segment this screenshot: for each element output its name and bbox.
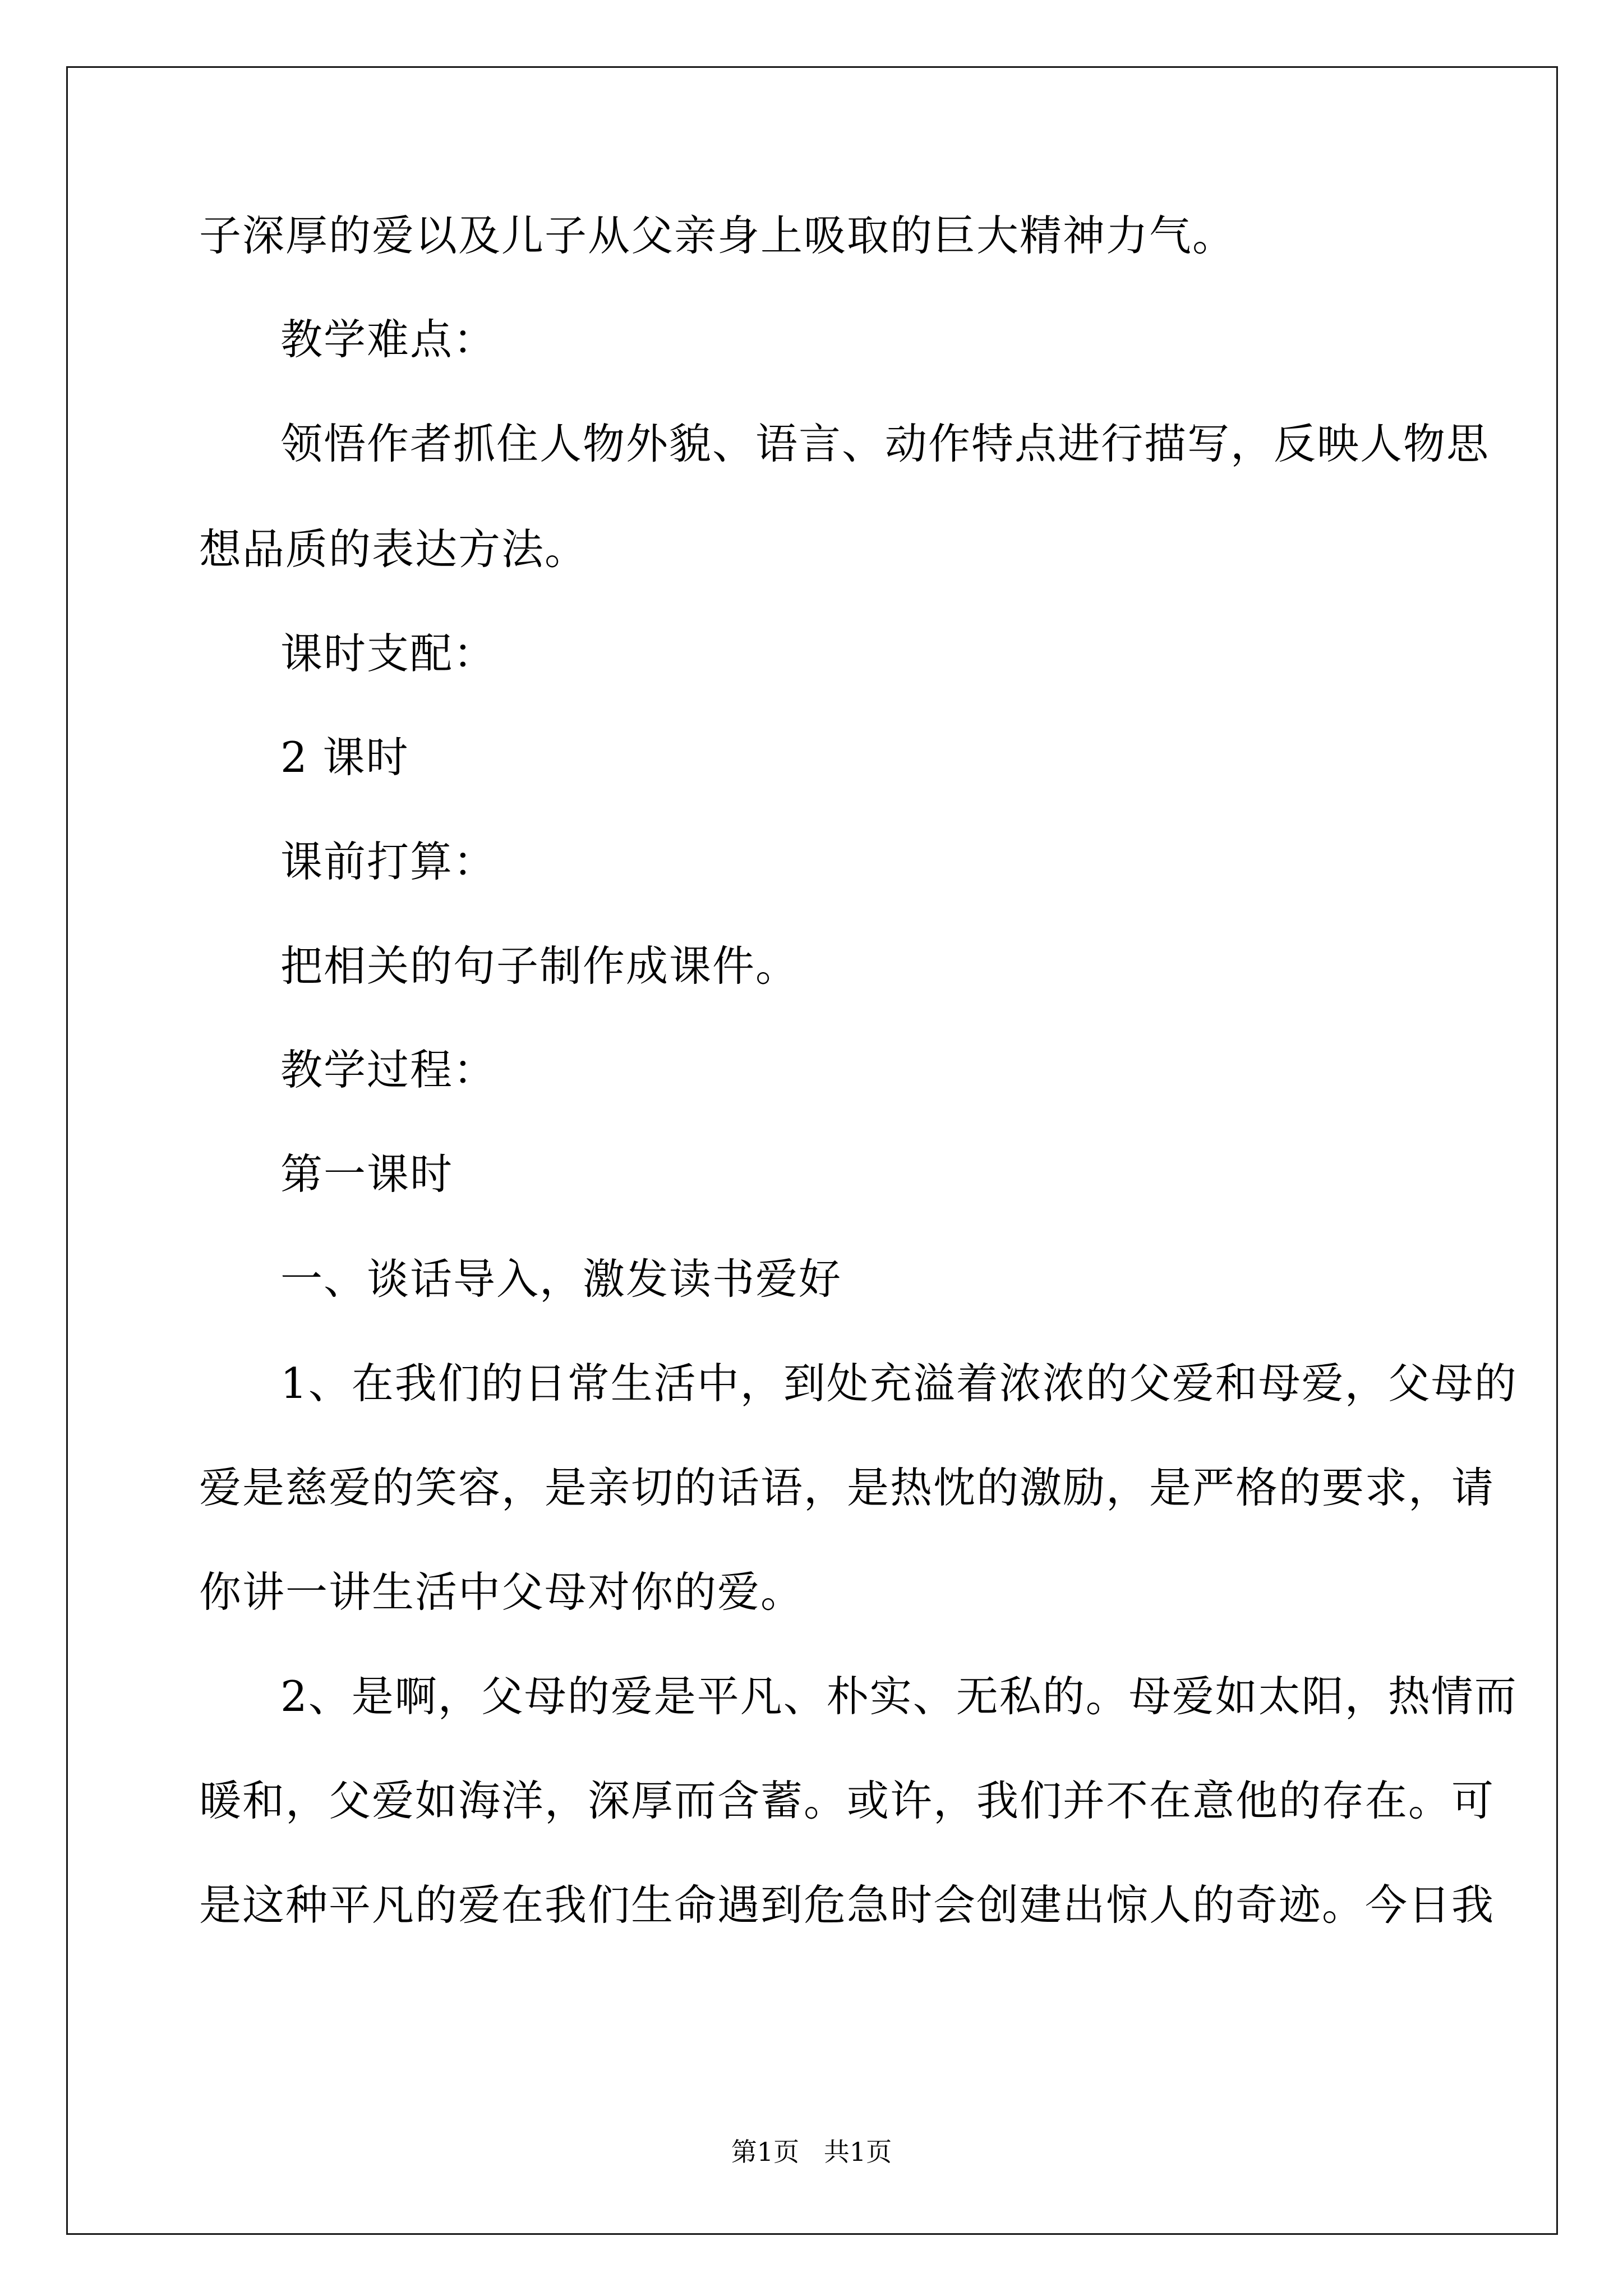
paragraph-line: 是这种平凡的爱在我们生命遇到危急时会创建出惊人的奇迹。今日我: [199, 1880, 1495, 1930]
heading-class-hours: 课时支配：: [280, 629, 497, 678]
paragraph-line: 1、在我们的日常生活中，到处充溢着浓浓的父爱和母爱，父母的: [280, 1359, 1518, 1408]
page-footer: 第1页 共1页: [731, 2137, 892, 2167]
heading-teaching-process: 教学过程：: [280, 1045, 497, 1094]
heading-preparation: 课前打算：: [280, 837, 497, 886]
heading-teaching-difficulty: 教学难点：: [280, 315, 497, 364]
paragraph-line: 你讲一讲生活中父母对你的爱。: [199, 1567, 804, 1617]
paragraph-line: 子深厚的爱以及儿子从父亲身上吸取的巨大精神力气。: [199, 211, 1236, 260]
paragraph-line: 2 课时: [280, 733, 409, 782]
paragraph-line: 爱是慈爱的笑容，是亲切的话语，是热忱的激励，是严格的要求，请: [199, 1463, 1495, 1512]
section-heading: 一、谈话导入，激发读书爱好: [280, 1254, 842, 1304]
paragraph-line: 想品质的表达方法。: [199, 524, 588, 574]
heading-first-lesson: 第一课时: [280, 1149, 454, 1199]
paragraph-line: 2、是啊，父母的爱是平凡、朴实、无私的。母爱如太阳，热情而: [280, 1672, 1518, 1721]
paragraph-line: 暖和，父爱如海洋，深厚而含蓄。或许，我们并不在意他的存在。可: [199, 1776, 1495, 1825]
paragraph-line: 领悟作者抓住人物外貌、语言、动作特点进行描写，反映人物思: [280, 419, 1490, 468]
paragraph-line: 把相关的句子制作成课件。: [280, 941, 799, 991]
